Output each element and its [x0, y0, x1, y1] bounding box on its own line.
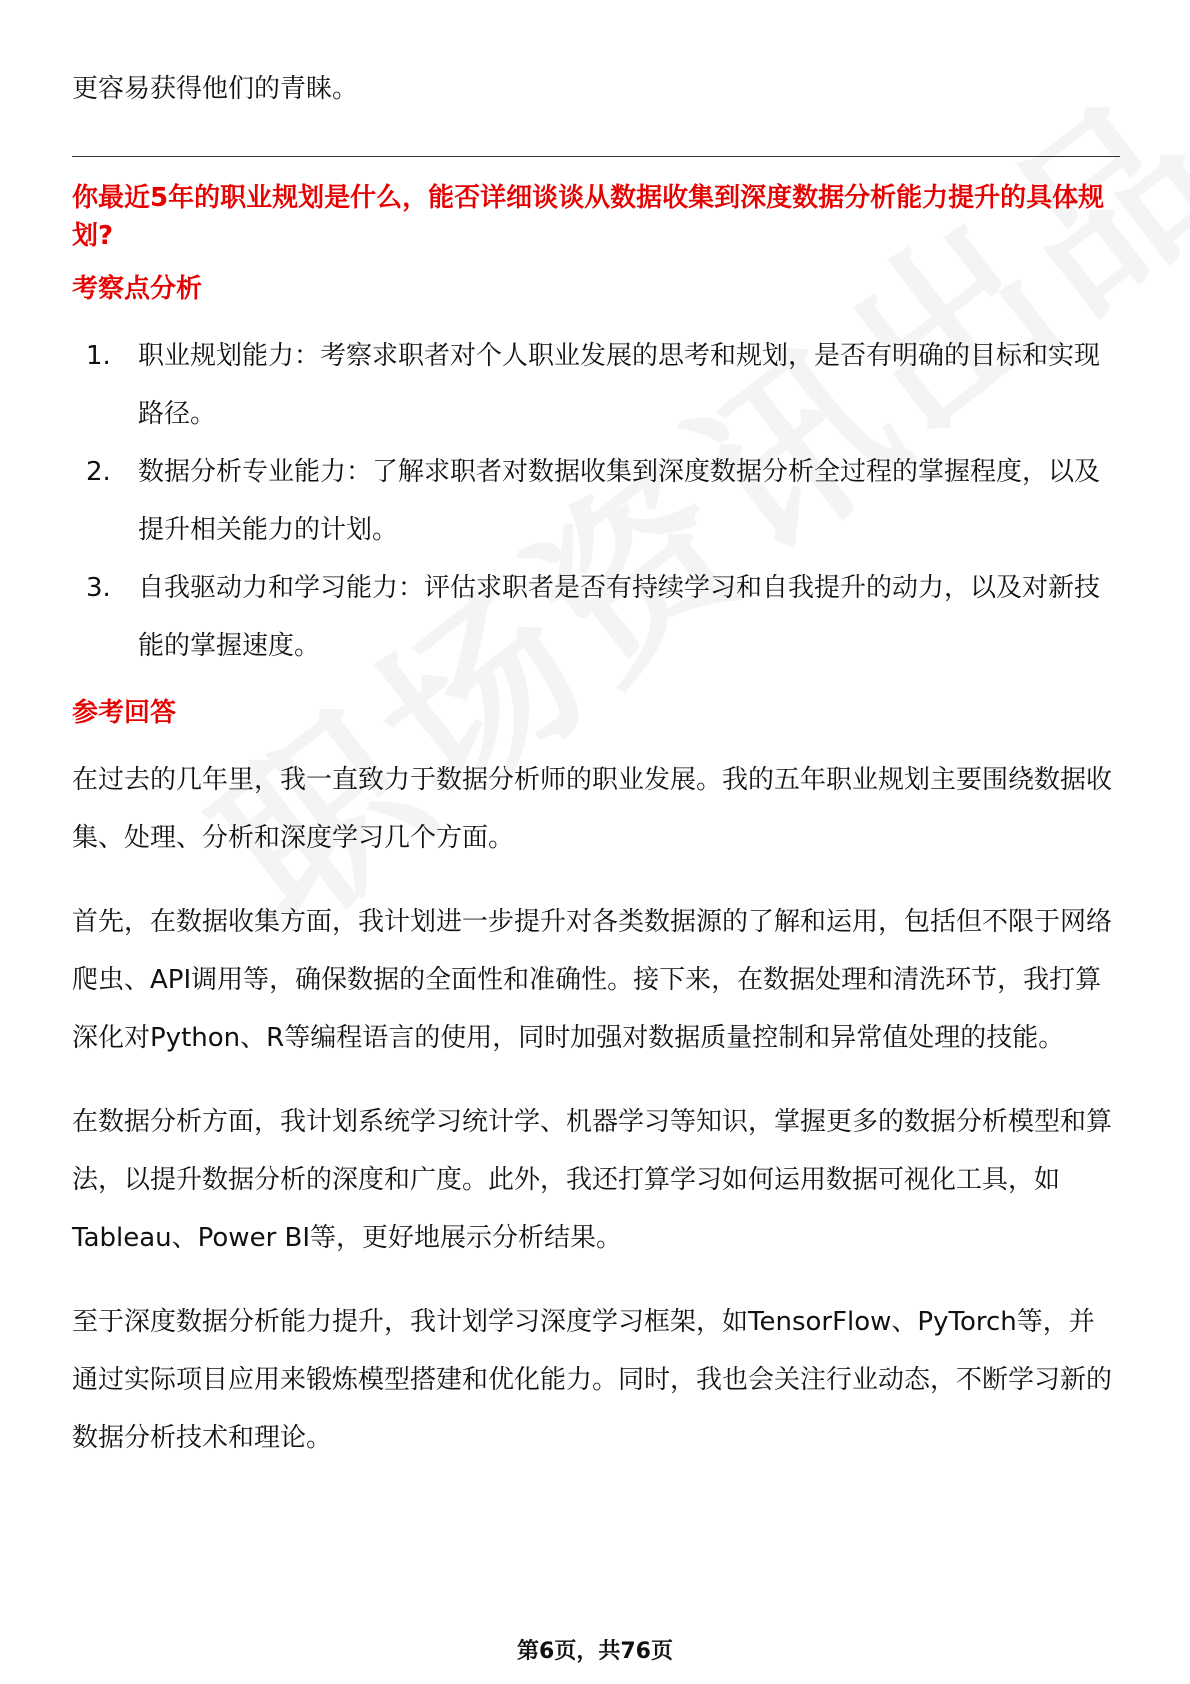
analysis-heading: 考察点分析: [72, 274, 203, 304]
list-item: [72, 443, 1120, 559]
answer-paragraph: 在数据分析方面，我计划系统学习统计学、机器学习等知识，掌握更多的数据分析模型和算法，以提升数据分析的深度和广度。此外，我还打算学习如何运用数据可视化工具，如Tableau、Power BI等，更好地展示分析结果。: [72, 1107, 1113, 1253]
answer-paragraph: 首先，在数据收集方面，我计划进一步提升对各类数据源的了解和运用，包括但不限于网络爬虫、API调用等，确保数据的全面性和准确性。接下来，在数据处理和清洗环节，我打算深化对Python、R等编程语言的使用，同时加强对数据质量控制和异常值处理的技能。: [72, 907, 1113, 1053]
list-number: 2.: [86, 457, 111, 487]
answer-heading: 参考回答: [72, 698, 177, 728]
list-number: 1.: [86, 341, 111, 371]
list-text: 自我驱动力和学习能力：评估求职者是否有持续学习和自我提升的动力，以及对新技能的掌握速度。: [138, 573, 1101, 661]
list-number: 3.: [86, 573, 111, 603]
answer-paragraph: 至于深度数据分析能力提升，我计划学习深度学习框架，如TensorFlow、PyTorch等，并通过实际项目应用来锻炼模型搭建和优化能力。同时，我也会关注行业动态，不断学习新的数据分析技术和理论。: [72, 1307, 1113, 1453]
continuation-text: 更容易获得他们的青睐。: [72, 74, 359, 104]
question-title: 你最近5年的职业规划是什么，能否详细谈谈从数据收集到深度数据分析能力提升的具体规划?: [72, 183, 1105, 251]
answer-paragraph: 在过去的几年里，我一直致力于数据分析师的职业发展。我的五年职业规划主要围绕数据收集、处理、分析和深度学习几个方面。: [72, 765, 1113, 853]
analysis-points: [72, 327, 1120, 675]
page-number: 第6页，共76页: [517, 1639, 673, 1664]
list-text: 数据分析专业能力：了解求职者对数据收集到深度数据分析全过程的掌握程度，以及提升相关能力的计划。: [138, 457, 1101, 545]
list-item: [72, 559, 1120, 675]
list-text: 职业规划能力：考察求职者对个人职业发展的思考和规划，是否有明确的目标和实现路径。: [138, 341, 1101, 429]
divider: [72, 156, 1120, 157]
document-page: [72, 60, 1120, 1493]
list-item: [72, 327, 1120, 443]
